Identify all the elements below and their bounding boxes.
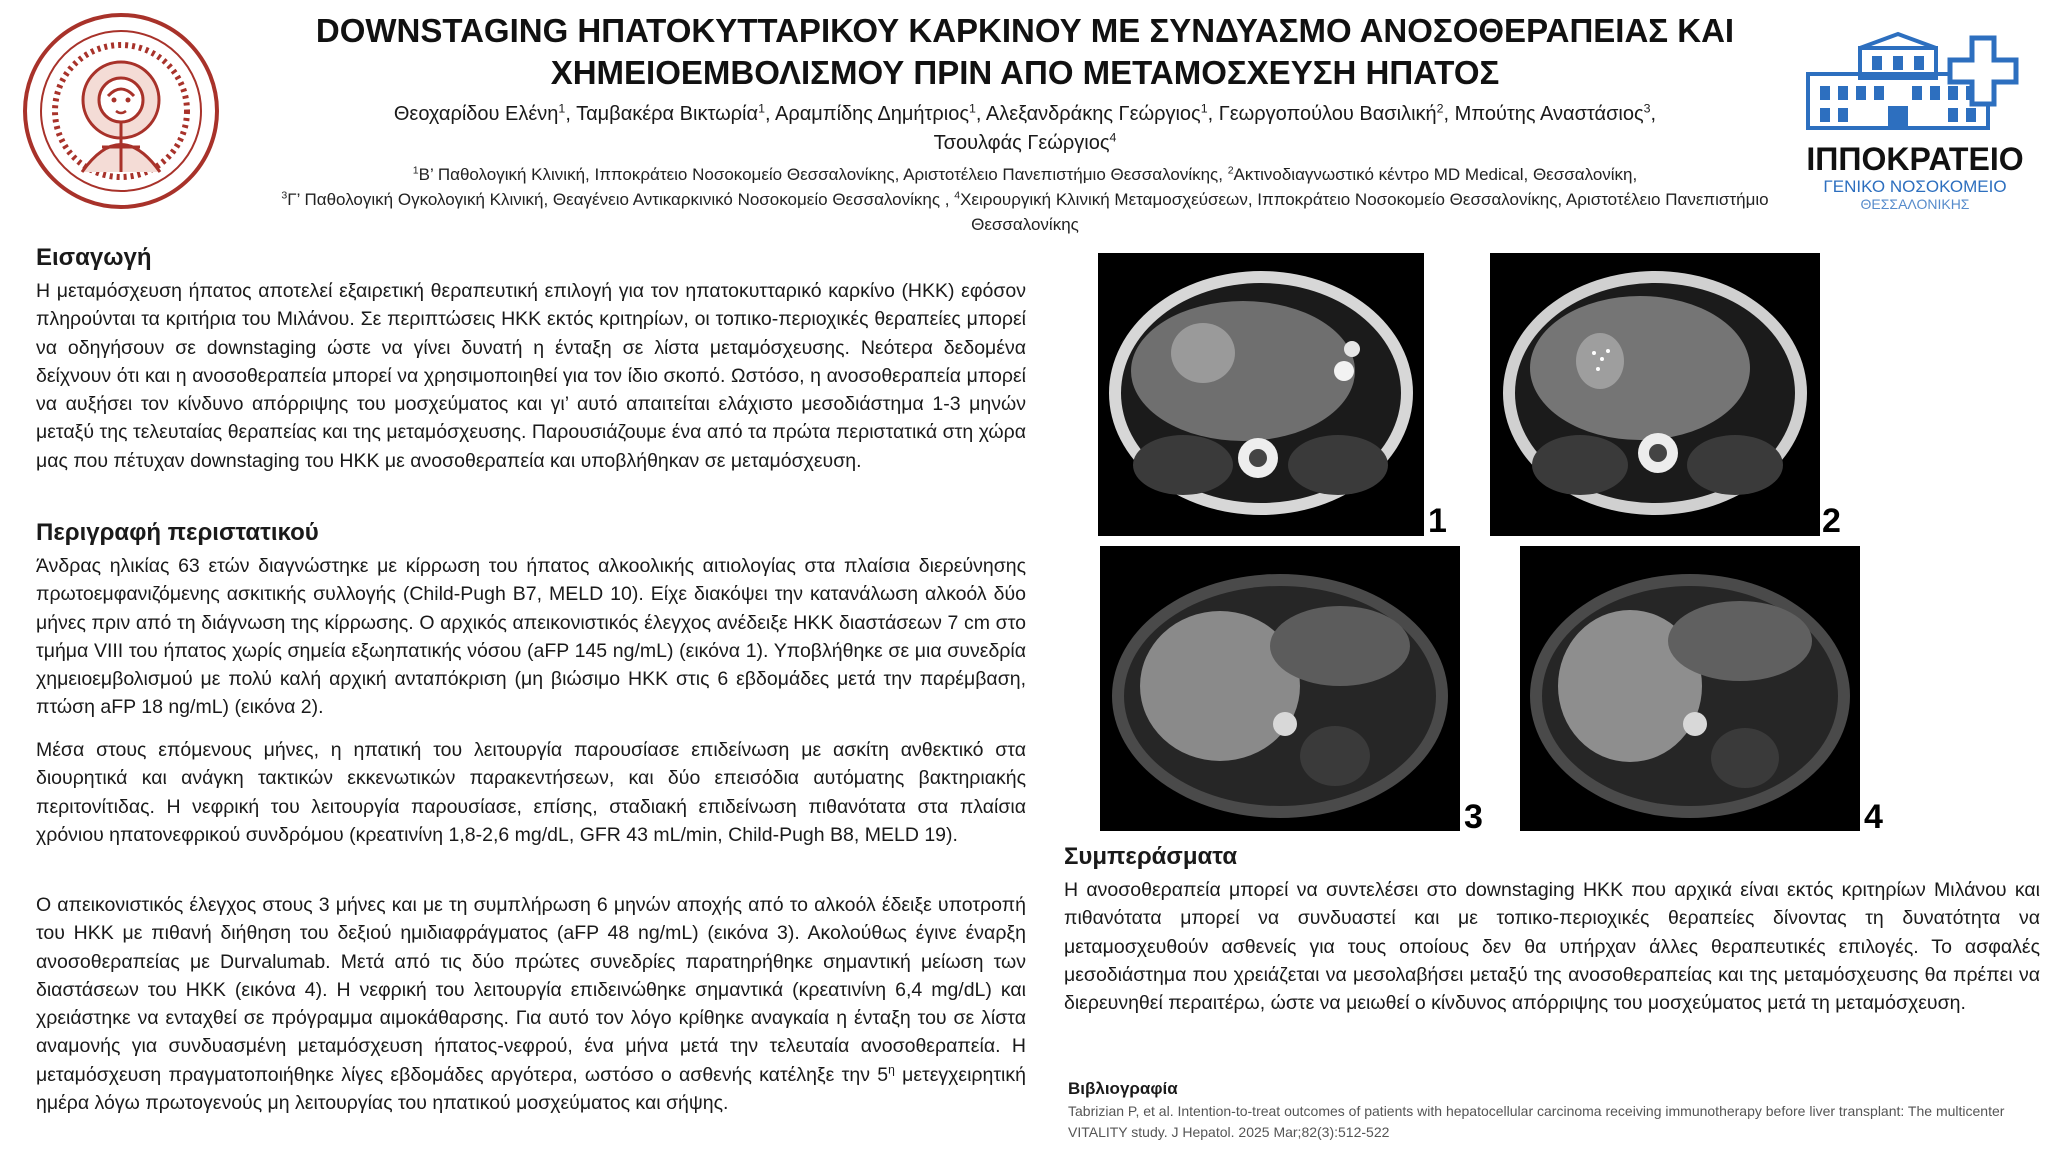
case-paragraph-1: Άνδρας ηλικίας 63 ετών διαγνώστηκε με κίρρωση του ήπατος αλκοολικής αιτιολογίας στα πλαίσια διερεύνησης πρωτοεμφανιζόμενης ασκιτικής συλλογής (Child-Pugh B7, MELD 10). Είχε διακόψει την κατανάλωση αλκοόλ δύο μήνες πριν από τη διάγνωση της κίρρωσης. Ο αρχικός απεικονιστικός έλεγχος ανέδειξε ΗΚΚ διαστάσεων 7 cm στο τμήμα VIII του ήπατος χωρίς σημεία εξωηπατικής νόσου (aFP 145 ng/mL) (εικόνα 1). Υποβλήθηκε σε μια συνεδρία χημειοεμβολισμού με πολύ καλή αρχική ανταπόκριση (μη βιώσιμο ΗΚΚ στις 6 εβδομάδες μετά την παρέμβαση, πτώση aFP 18 ng/mL) (εικόνα 2). bbox=[36, 555, 1026, 719]
reference-text: Tabrizian P, et al. Intention-to-treat outcomes of patients with hepatocellular carcinoma receiving immunotherapy before liver transplant: The multicenter VITALITY study. J Hepatol. 2025 Mar;82(3):512-522 bbox=[1068, 1103, 2005, 1140]
conclusions-heading: Συμπεράσματα bbox=[1064, 843, 1238, 870]
author: Γεωργοπούλου Βασιλική$^2$ bbox=[1218, 101, 1444, 125]
figure-number: 3 bbox=[1464, 798, 1483, 836]
ct-scan-image bbox=[1490, 253, 1820, 536]
hospital-city: ΘΕΣΣΑΛΟΝΙΚΗΣ bbox=[1860, 196, 1970, 212]
author: Αραμπίδης Δημήτριος$^1$ bbox=[774, 101, 976, 125]
author-list: Θεοχαρίδου Ελένη$^1$, Ταμβακέρα Βικτωρία$^1$, Αραμπίδης Δημήτριος$^1$, Αλεξανδράκης Γεώργιος$^1$, Γεωργοπούλου Βασιλική$^2$, Μπούτης Αναστάσιος$^3$, Τσουλφάς Γεώργιος$^4$ bbox=[393, 101, 1657, 154]
mri-scan-image bbox=[1100, 546, 1460, 831]
references-heading: Βιβλιογραφία bbox=[1068, 1079, 1178, 1098]
author: Τσουλφάς Γεώργιος$^4$ bbox=[933, 130, 1117, 154]
author: Θεοχαρίδου Ελένη$^1$ bbox=[393, 101, 566, 125]
affiliation-marker: 1 bbox=[412, 164, 419, 177]
figure-number: 1 bbox=[1428, 502, 1447, 540]
figure-number: 2 bbox=[1822, 502, 1841, 540]
intro-text: Η μεταμόσχευση ήπατος αποτελεί εξαιρετική θεραπευτική επιλογή για τον ηπατοκυτταρικό καρκίνο (ΗΚΚ) εφόσον πληρούνται τα κριτήρια του Μιλάνου. Σε περιπτώσεις ΗΚΚ εκτός κριτηρίων, οι τοπικο-περιοχικές θεραπείες μπορεί να οδηγήσουν σε downstaging ώστε να γίνει δυνατή η ένταξη σε λίστα μεταμόσχευσης. Νεότερα δεδομένα δείχνουν ότι και η ανοσοθεραπεία μπορεί να χρησιμοποιηθεί για τον ίδιο σκοπό. Ωστόσο, η ανοσοθεραπεία μπορεί να αυξήσει τον κίνδυνο απόρριψης του μοσχεύματος και γι’ αυτό απαιτείται ελάχιστο μεσοδιάστημα 1-3 μηνών μεταξύ της τελευταίας θεραπείας και της μεταμόσχευσης. Παρουσιάζουμε ένα από τα πρώτα περιστατικά στη χώρα μας που πέτυχαν downstaging του ΗΚΚ με ανοσοθεραπεία και υποβλήθηκαν σε μεταμόσχευση. bbox=[36, 280, 1026, 472]
affiliation-marker: 4 bbox=[954, 189, 961, 202]
affiliation-marker: 2 bbox=[1227, 164, 1234, 177]
case-heading: Περιγραφή περιστατικού bbox=[36, 519, 319, 546]
conclusions-text: Η ανοσοθεραπεία μπορεί να συντελέσει στο downstaging ΗΚΚ που αρχικά είναι εκτός κριτηρίων Μιλάνου και πιθανότατα μπορεί να συνδυαστεί και με τοπικο-περιοχικές θεραπείες δίνοντας τη δυνατότητα να μεταμοσχευθούν ασθενείς για τους οποίους δεν θα υπήρχαν άλλες θεραπευτικές επιλογές. Το ασφαλές μεσοδιάστημα που χρειάζεται να μεσολαβήσει μεταξύ της ανοσοθεραπείας και της μεταμόσχευσης θα πρέπει να διερευνηθεί περαιτέρω, ώστε να μειωθεί ο κίνδυνος απόρριψης του μοσχεύματος μετά τη μεταμόσχευση. bbox=[1064, 879, 2040, 1015]
case-paragraph-2: Μέσα στους επόμενους μήνες, η ηπατική του λειτουργία παρουσίασε επιδείνωση με ασκίτη ανθεκτικό στα διουρητικά και ανάγκη τακτικών εκκενωτικών παρακεντήσεων, και δύο επεισόδια αυτόματης βακτηριακής περιτονίτιδας. Η νεφρική του λειτουργία παρουσίασε, επίσης, σταδιακή επιδείνωση πιθανότατα στα πλαίσια χρόνιου ηπατονεφρικού συνδρόμου (κρεατινίνη 1,8-2,6 mg/dL, GFR 43 mL/min, Child-Pugh B8, MELD 19). bbox=[36, 739, 1026, 846]
figure-number: 4 bbox=[1864, 798, 1883, 836]
poster-title: DOWNSTAGING ΗΠΑΤΟΚΥΤΤΑΡΙΚΟΥ ΚΑΡΚΙΝΟΥ ΜΕ ΣΥΝΔΥΑΣΜΟ ΑΝΟΣΟΘΕΡΑΠΕΙΑΣ ΚΑΙ ΧΗΜΕΙΟΕΜΒΟΛΙΣΜΟΥ ΠΡΙΝ ΑΠΟ ΜΕΤΑΜΟΣΧΕΥΣΗ ΗΠΑΤΟΣ bbox=[315, 12, 1735, 91]
mri-scan-image bbox=[1520, 546, 1860, 831]
ct-scan-image bbox=[1098, 253, 1424, 536]
university-seal-logo bbox=[22, 12, 220, 210]
author: Μπούτης Αναστάσιος$^3$ bbox=[1454, 101, 1651, 125]
hospital-logo bbox=[1800, 28, 2030, 212]
affiliation-marker: 3 bbox=[281, 189, 288, 202]
author: Ταμβακέρα Βικτωρία$^1$ bbox=[576, 101, 765, 125]
intro-heading: Εισαγωγή bbox=[36, 244, 152, 271]
hospital-building-icon bbox=[1800, 28, 2030, 136]
hospital-subtitle: ΓΕΝΙΚΟ ΝΟΣΟΚΟΜΕΙΟ bbox=[1823, 177, 2007, 196]
author: Αλεξανδράκης Γεώργιος$^1$ bbox=[985, 101, 1208, 125]
hospital-name: ΙΠΠΟΚΡΑΤΕΙΟ bbox=[1806, 141, 2024, 177]
affiliations: $^1$Β’ Παθολογική Κλινική, Ιπποκράτειο Νοσοκομείο Θεσσαλονίκης, Αριστοτέλειο Πανεπιστήμιο Θεσσαλονίκης, $^2$Ακτινοδιαγνωστικό κέντρο MD Medical, Θεσσαλονίκη, $^3$Γ’ Παθολογική Ογκολογική Κλινική, Θεαγένειο Αντικαρκινικό Νοσοκομείο Θεσσαλονίκης , $^4$Χειρουργική Κλινική Μεταμοσχεύσεων, Ιπποκράτειο Νοσοκομείο Θεσσαλονίκης, Αριστοτέλειο Πανεπιστήμιο Θεσσαλονίκης bbox=[281, 164, 1769, 234]
case-paragraph-3: Ο απεικονιστικός έλεγχος στους 3 μήνες και με τη συμπλήρωση 6 μηνών αποχής από το αλκοόλ έδειξε υποτροπή του ΗΚΚ με πιθανή διήθηση του δεξιού ημιδιαφράγματος (aFP 48 ng/mL) (εικόνα 3). Ακολούθως έγινε έναρξη ανοσοθεραπείας με Durvalumab. Μετά από τις δύο πρώτες συνεδρίες παρατηρήθηκε σημαντική μείωση των διαστάσεων του ΗΚΚ (εικόνα 4). Η νεφρική του λειτουργία επιδεινώθηκε σημαντικά (κρεατινίνη 6,4 mg/dL) και χρειάστηκε να ενταχθεί σε πρόγραμμα αιμοκάθαρσης. Για αυτό τον λόγο κρίθηκε αναγκαία η ένταξη του σε λίστα αναμονής για συνδυασμένη μεταμόσχευση ήπατος-νεφρού, ένα μήνα μετά την τελευταία ανοσοθεραπεία. Η μεταμόσχευση πραγματοποιήθηκε λίγες εβδομάδες αργότερα, ωστόσο ο ασθενής κατέληξε την $5^\eta$ μετεγχειρητική ημέρα λόγω πρωτογενούς μη λειτουργίας του ηπατικού μοσχεύματος και σήψης. bbox=[36, 894, 1026, 1115]
